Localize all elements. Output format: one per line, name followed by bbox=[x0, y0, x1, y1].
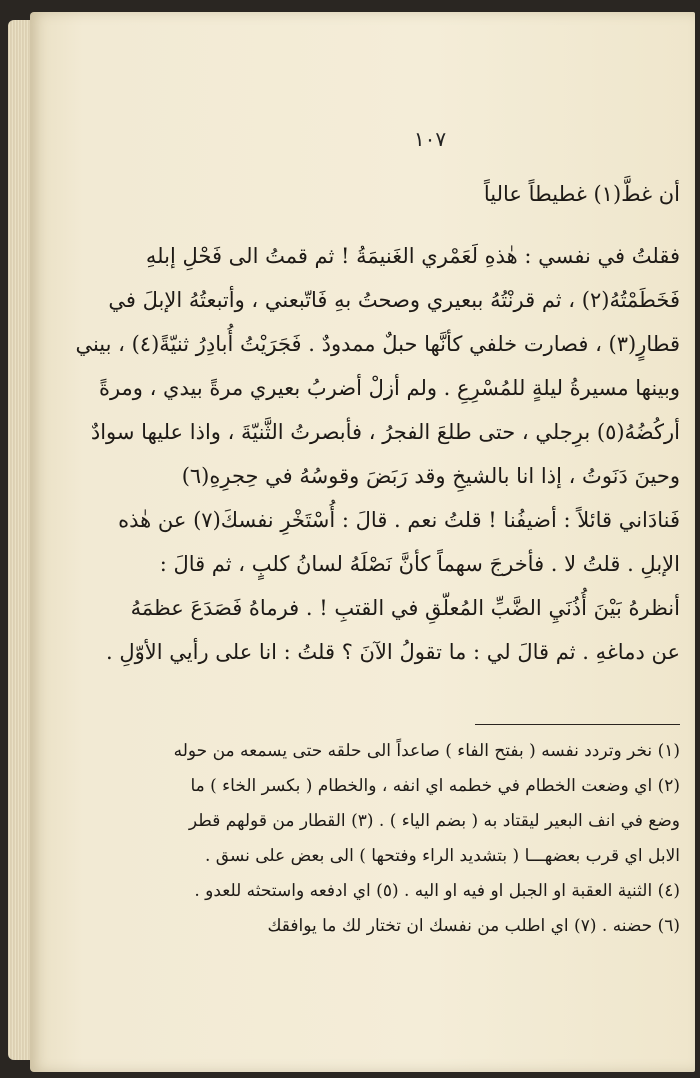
main-text-line: الإبلِ . قلتُ لا . فأخرجَ سهماً كأنَّ نَصْلَهُ لسانُ كلبٍ ، ثم قالَ : bbox=[159, 552, 680, 576]
footnotes-block bbox=[90, 734, 680, 944]
footnote-line: الابل اي قرب بعضهـــا ( بتشديد الراء وفتحها ) الى بعض على نسق . bbox=[204, 846, 680, 866]
main-text-line: وحينَ دَنَوتُ ، إذا انا بالشيخِ وقد رَبَضَ وقوسُهُ في حِجرِهِ(٦) bbox=[181, 464, 680, 488]
footnote-separator bbox=[475, 724, 680, 725]
main-text-line: قطارٍ(٣) ، فصارت خلفي كأنَّها حبلٌ ممدودٌ . فَجَرَيْتُ أُبادِرُ ثنيّةً(٤) ، بيني bbox=[75, 332, 680, 356]
main-text-line: فقلتُ في نفسي : هٰذهِ لَعَمْري الغَنيمَةُ ! ثم قمتُ الى فَحْلِ إبلهِ bbox=[145, 244, 680, 268]
main-text-block-paragraph bbox=[75, 234, 680, 674]
footnote-line: (٦) حضنه . (٧) اي اطلب من نفسك ان تختار لك ما يوافقك bbox=[267, 916, 680, 936]
main-text-line: أن غطَّ(١) غطيطاً عالياً bbox=[483, 182, 680, 206]
main-text-line: أنظرهُ بَيْنَ أُذُنَيِ الضَّبِّ المُعلّقِ في القتبِ ! . فرماهُ فَصَدَعَ عظمَهُ bbox=[130, 596, 680, 620]
main-text-line: عن دماغهِ . ثم قالَ لي : ما تقولُ الآنَ ؟ قلتُ : انا على رأيي الأوّلِ . bbox=[106, 640, 680, 664]
main-text-line: فَخَطَمْتُهُ(٢) ، ثم قرنْتُهُ ببعيري وصحتُ بهِ فَاتّبعني ، وأتبعتُهُ الإبلَ في bbox=[108, 288, 680, 312]
main-text-line: وبينها مسيرةُ ليلةٍ للمُسْرِعِ . ولم أزلْ أضربُ بعيري مرةً بيدي ، ومرةً bbox=[98, 376, 680, 400]
main-text-line: فَنادَاني قائلاً : أضيفُنا ! قلتُ نعم . قالَ : أُسْتَخْرِ نفسكَ(٧) عن هٰذه bbox=[118, 508, 680, 532]
book-page bbox=[30, 12, 695, 1072]
main-text-block bbox=[90, 172, 680, 216]
footnote-line: (٢) اي وضعت الخطام في خطمه اي انفه ، والخطام ( بكسر الخاء ) ما bbox=[190, 776, 680, 796]
footnote-line: (٤) الثنية العقبة او الجبل او فيه او اليه . (٥) اي ادفعه واستحثه للعدو . bbox=[194, 881, 680, 901]
footnote-line: (١) نخر وتردد نفسه ( بفتح الفاء ) صاعداً الى حلقه حتى يسمعه من حوله bbox=[173, 741, 680, 761]
main-text-line: أركُضُهُ(٥) برِجلي ، حتى طلعَ الفجرُ ، فأبصرتُ الثَّنيّةَ ، واذا عليها سوادٌ bbox=[90, 420, 680, 444]
footnote-line: وضع في انف البعير ليقتاد به ( بضم الياء ) . (٣) القطار من قولهم قطر bbox=[188, 811, 680, 831]
page-number: ١٠٧ bbox=[413, 127, 447, 151]
